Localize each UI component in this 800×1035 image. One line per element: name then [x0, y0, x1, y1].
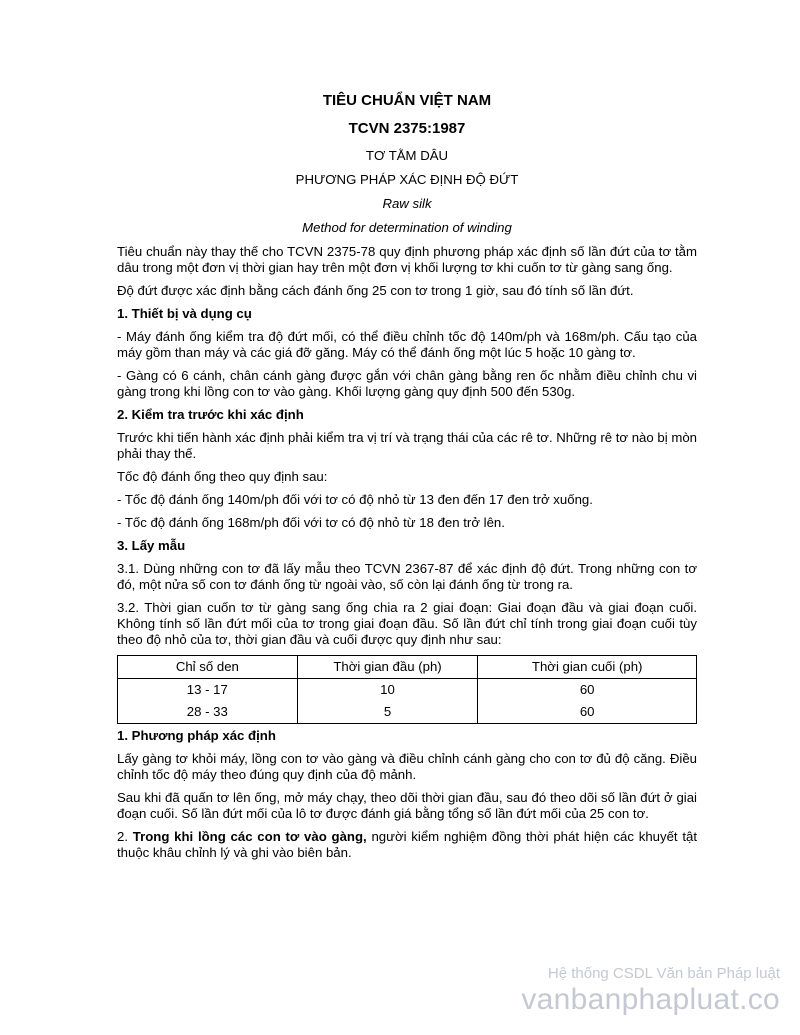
table-cell: 60 [478, 701, 697, 724]
section-paragraph: - Tốc độ đánh ống 168m/ph đối với tơ có độ nhỏ từ 18 đen trở lên. [117, 515, 505, 530]
subject-english: Raw silk [382, 196, 432, 211]
section-paragraph: 3.2. Thời gian cuốn tơ từ gàng sang ống chia ra 2 giai đoạn: Giai đoạn đầu và giai đoạn cuối. Không tính số lần đứt mối của tơ trong giai đoạn đầu. Số lần đứt chỉ tính trong giai đoạn cuối tùy theo độ nhỏ của tơ, thời gian đầu và cuối được quy định như sau: [117, 600, 697, 647]
section-paragraph: Lấy gàng tơ khỏi máy, lồng con tơ vào gàng và điều chỉnh cánh gàng cho con tơ đủ độ căng. Điều chỉnh tốc độ máy theo đúng quy định của độ mảnh. [117, 751, 697, 782]
section-heading: 3. Lấy mẫu [117, 538, 186, 553]
intro-paragraph: Độ đứt được xác định bằng cách đánh ống 25 con tơ trong 1 giờ, sau đó tính số lần đứt. [117, 283, 634, 298]
site-watermark [521, 965, 780, 1017]
time-table [117, 655, 697, 724]
table-header-cell: Thời gian đầu (ph) [297, 656, 478, 679]
table-header-cell: Chỉ số den [118, 656, 298, 679]
table-row [118, 679, 697, 702]
table-cell: 5 [297, 701, 478, 724]
table-cell: 10 [297, 679, 478, 702]
table-header-cell: Thời gian cuối (ph) [478, 656, 697, 679]
method-english: Method for determination of winding [302, 220, 512, 235]
section-paragraph: - Gàng có 6 cánh, chân cánh gàng được gắn với chân gàng bằng ren ốc nhằm điều chỉnh chu vi gàng trong khi lồng con tơ vào gàng. Khối lượng gàng quy định 500 đến 530g. [117, 368, 697, 399]
section-paragraph [117, 829, 697, 861]
watermark-caption: Hệ thống CSDL Văn bản Pháp luật [547, 965, 780, 982]
paragraph-number: 2. [117, 829, 133, 844]
section-heading: 1. Phương pháp xác định [117, 728, 276, 743]
section-heading: 1. Thiết bị và dụng cụ [117, 306, 252, 321]
table-cell: 28 - 33 [118, 701, 298, 724]
title-block [117, 92, 697, 236]
table-cell: 13 - 17 [118, 679, 298, 702]
paragraph-text: người kiểm nghiệm đồng thời phát hiện các khuyết tật thuộc khâu chỉnh lý và ghi vào biên bản. [117, 829, 698, 860]
section-paragraph: Tốc độ đánh ống theo quy định sau: [117, 469, 328, 484]
standard-code: TCVN 2375:1987 [348, 120, 466, 137]
table-cell: 60 [478, 679, 697, 702]
section-paragraph: - Máy đánh ống kiểm tra độ đứt mối, có thể điều chỉnh tốc độ 140m/ph và 168m/ph. Cấu tạo của máy gồm than máy và các giá đỡ găng. Máy có thể đánh ống một lúc 5 hoặc 10 gàng tơ. [117, 329, 697, 360]
table-row [118, 701, 697, 724]
table-header-row [118, 656, 697, 679]
bold-phrase: Trong khi lồng các con tơ vào gàng, [132, 829, 367, 844]
section-heading: 2. Kiểm tra trước khi xác định [117, 407, 304, 422]
method-title: PHƯƠNG PHÁP XÁC ĐỊNH ĐỘ ĐỨT [295, 172, 519, 187]
section-paragraph: Trước khi tiến hành xác định phải kiểm tra vị trí và trạng thái của các rê tơ. Những rê tơ nào bị mòn phải thay thế. [117, 430, 697, 461]
document-page [117, 92, 697, 868]
subject-title: TƠ TẰM DÂU [365, 148, 449, 163]
section-paragraph: - Tốc độ đánh ống 140m/ph đối với tơ có độ nhỏ từ 13 đen đến 17 đen trở xuống. [117, 492, 593, 507]
watermark-domain: vanbanphapluat.co [521, 983, 780, 1016]
intro-paragraph: Tiêu chuẩn này thay thế cho TCVN 2375-78 quy định phương pháp xác định số lần đứt của tơ tằm dâu trong một đơn vị thời gian hay trên một đơn vị khối lượng tơ khi cuốn tơ từ gàng sang ống. [117, 244, 697, 275]
section-paragraph: 3.1. Dùng những con tơ đã lấy mẫu theo TCVN 2367-87 để xác định độ đứt. Trong những con tơ đó, một nửa số con tơ đánh ống từ ngoài vào, số còn lại đánh ống từ trong ra. [117, 561, 697, 592]
section-paragraph: Sau khi đã quấn tơ lên ống, mở máy chạy, theo dõi thời gian đầu, sau đó theo dõi số lần đứt ở giai đoạn cuối. Số lần đứt mối của lô tơ được đánh giá bằng tổng số lần đứt mối của 25 con tơ. [117, 790, 697, 821]
standard-title: TIÊU CHUẨN VIỆT NAM [322, 92, 492, 109]
